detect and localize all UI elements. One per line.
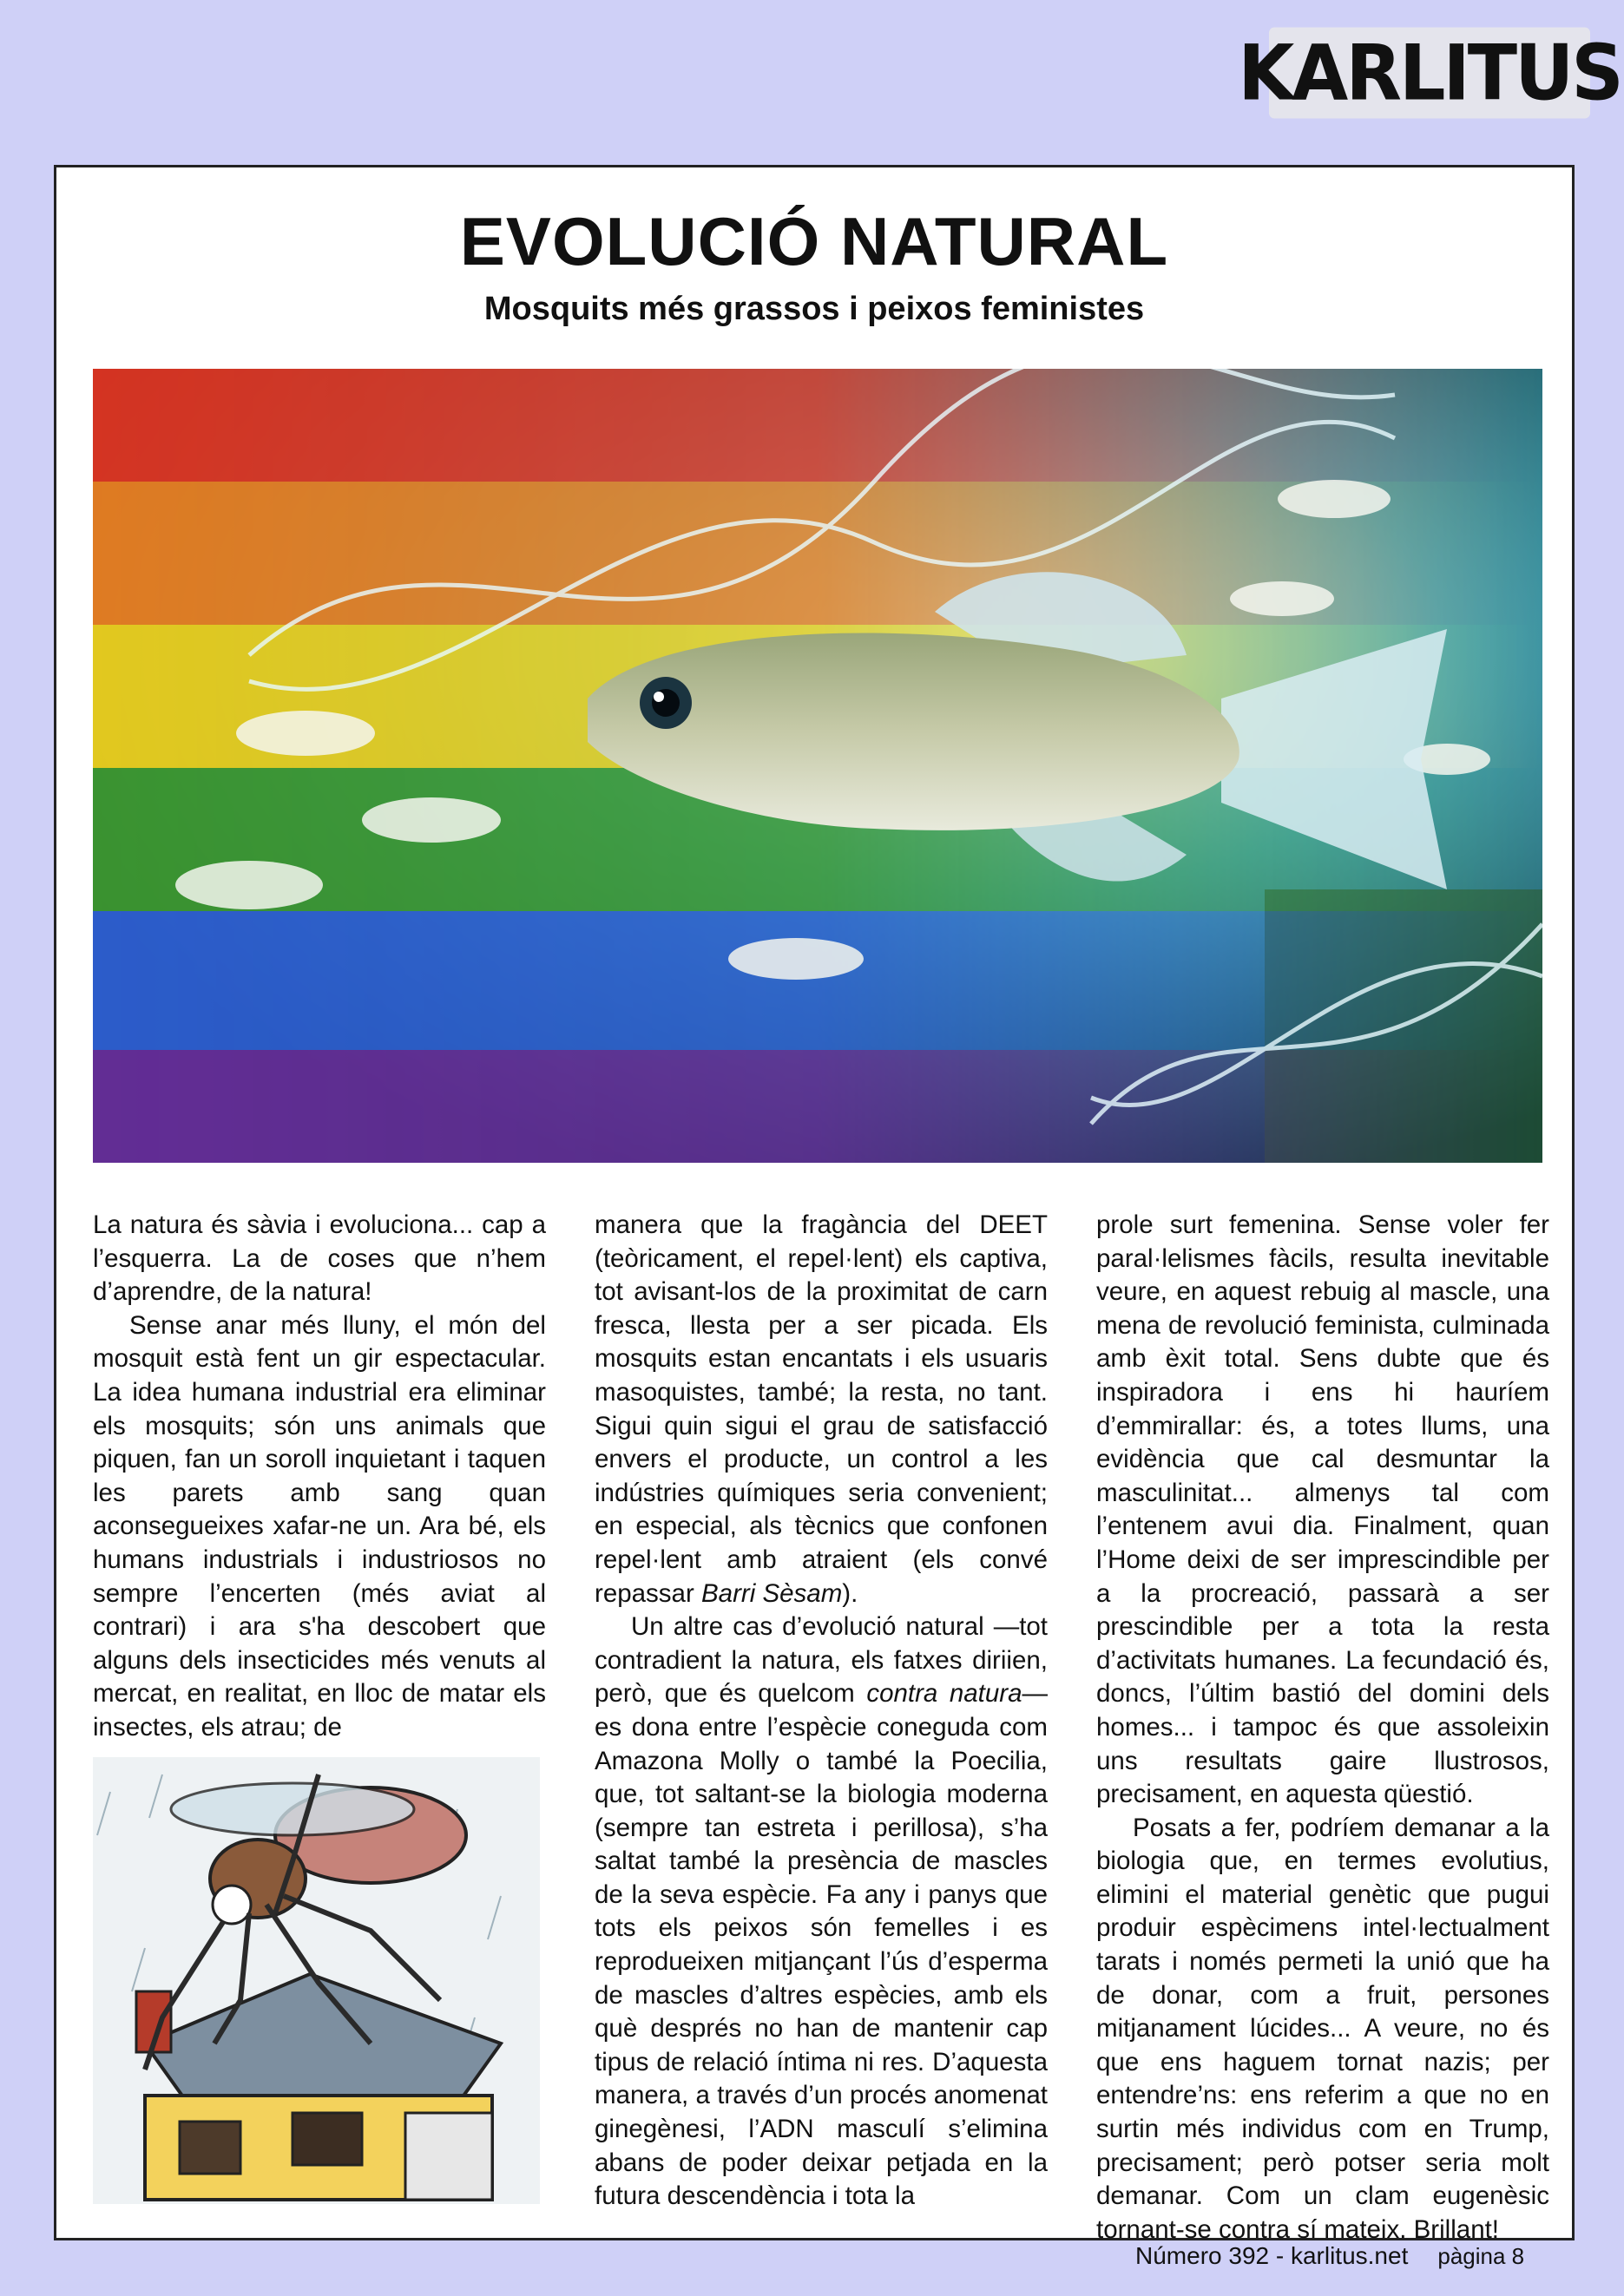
text-column-3 <box>1096 1209 1549 2247</box>
paragraph <box>595 1610 1048 2214</box>
text-run: Un altre cas d’evolució natural —tot contradient la natura, els fatxes diriien, però, que és quelcom <box>595 1612 1048 1709</box>
text-run: — es dona entre l’espècie coneguda com Amazona Molly o també la Poecilia, que, tot saltant-se la biologia moderna (sempre tan estreta i perillosa), s’ha saltat també la presència de mascles de la seva espècie. Fa any i panys que tots els peixos són femelles i es reprodueixen mitjançant l’ús d’esperma de mascles d’altres espècies, amb els què després no han de mantenir cap tipus de relació íntima ni res. D’aquesta manera, a través d’un procés anomenat ginegènesi, l’ADN masculí s’elimina abans de poder deixar petjada en la futura descendència i tota la <box>595 1679 1048 2211</box>
hero-illustration <box>93 369 1542 1163</box>
paragraph: La natura és sàvia i evoluciona... cap a l’esquerra. La de coses que n’hem d’aprendre, de la natura! <box>93 1210 546 1307</box>
article-subtitle: Mosquits més grassos i peixos feministes <box>483 291 1145 327</box>
paragraph: prole surt femenina. Sense voler fer paral·lelismes fàcils, resulta inevitable veure, en aquest rebuig al mascle, una mena de revolució feminista, culminada amb èxit total. Sens dubte que és inspiradora i ens hi hauríem d’emmirallar: és, a totes llums, una evidència que cal desmuntar la masculinitat... almenys tal com l’entenem avui dia. Finalment, quan l’Home deixi de ser imprescindible per a la procreació, passarà a ser prescindible per a tota la resta d’activitats humanes. La fecundació és, doncs, l’últim bastió del domini dels homes... i tampoc és que assoleixin uns resultats gaire llustrosos, precisament, en aquesta qüestió. <box>1096 1210 1549 1809</box>
mosquito-house-illustration <box>93 1757 540 2204</box>
issue-info: Número 392 - karlitus.net <box>1135 2242 1409 2269</box>
article-title: EVOLUCIÓ NATURAL <box>459 203 1169 279</box>
italic-title: Barri Sèsam <box>700 1578 843 1608</box>
page-footer <box>1135 2242 1524 2270</box>
italic-phrase: contra natura <box>866 1679 1022 1709</box>
page-number: pàgina 8 <box>1437 2243 1525 2269</box>
karlitus-logo: KARLITUS <box>1238 28 1621 118</box>
paragraph: Sense anar més lluny, el món del mosquit està fent un gir espectacular. La idea humana industrial era eliminar els mosquits; són uns animals que piquen, fan un soroll inquietant i taquen les parets amb sang quan aconsegueixes xafar-ne un. Ara bé, els humans industrials i industriosos no sempre l’encerten (més aviat al contrari) i ara s'ha descobert que alguns dels insecticides més venuts al mercat, en realitat, en lloc de matar els insectes, els atrau; de <box>93 1310 546 1742</box>
text-run: ). <box>842 1578 858 1608</box>
paragraph: Posats a fer, podríem demanar a la biologia que, en termes evolutius, elimini el material genètic que pugui produir espècimens intel·lectualment tarats i només permeti la unió que ha de donar, com a fruit, persones mitjanament lúcides... A veure, no és que ens haguem tornat nazis; per entendre’ns: ens referim a que no en surtin més individus com en Trump, precisament; però potser seria molt demanar. Com un clam eugenèsic tornant-se contra sí mateix. Brillant! <box>1096 1813 1549 2244</box>
text-column-2 <box>595 1209 1048 2214</box>
paragraph <box>595 1209 1048 1610</box>
mosquito-cartoon <box>93 1757 540 2204</box>
article-panel <box>54 165 1575 2244</box>
rainbow-fish-dna-image <box>93 369 1542 1163</box>
text-run: manera que la fragància del DEET (teòricament, el repel·lent) els captiva, tot avisant-los de la proximitat de carn fresca, llesta per a ser picada. Els mosquits estan encantats i els usuaris masoquistes, també; la resta, no tant. Sigui quin sigui el grau de satisfacció envers el producte, un control a les indústries químiques seria convenient; en especial, als tècnics que confonen repel·lent amb atraient (els convé repassar <box>595 1210 1048 1608</box>
text-column-1 <box>93 1209 546 1745</box>
